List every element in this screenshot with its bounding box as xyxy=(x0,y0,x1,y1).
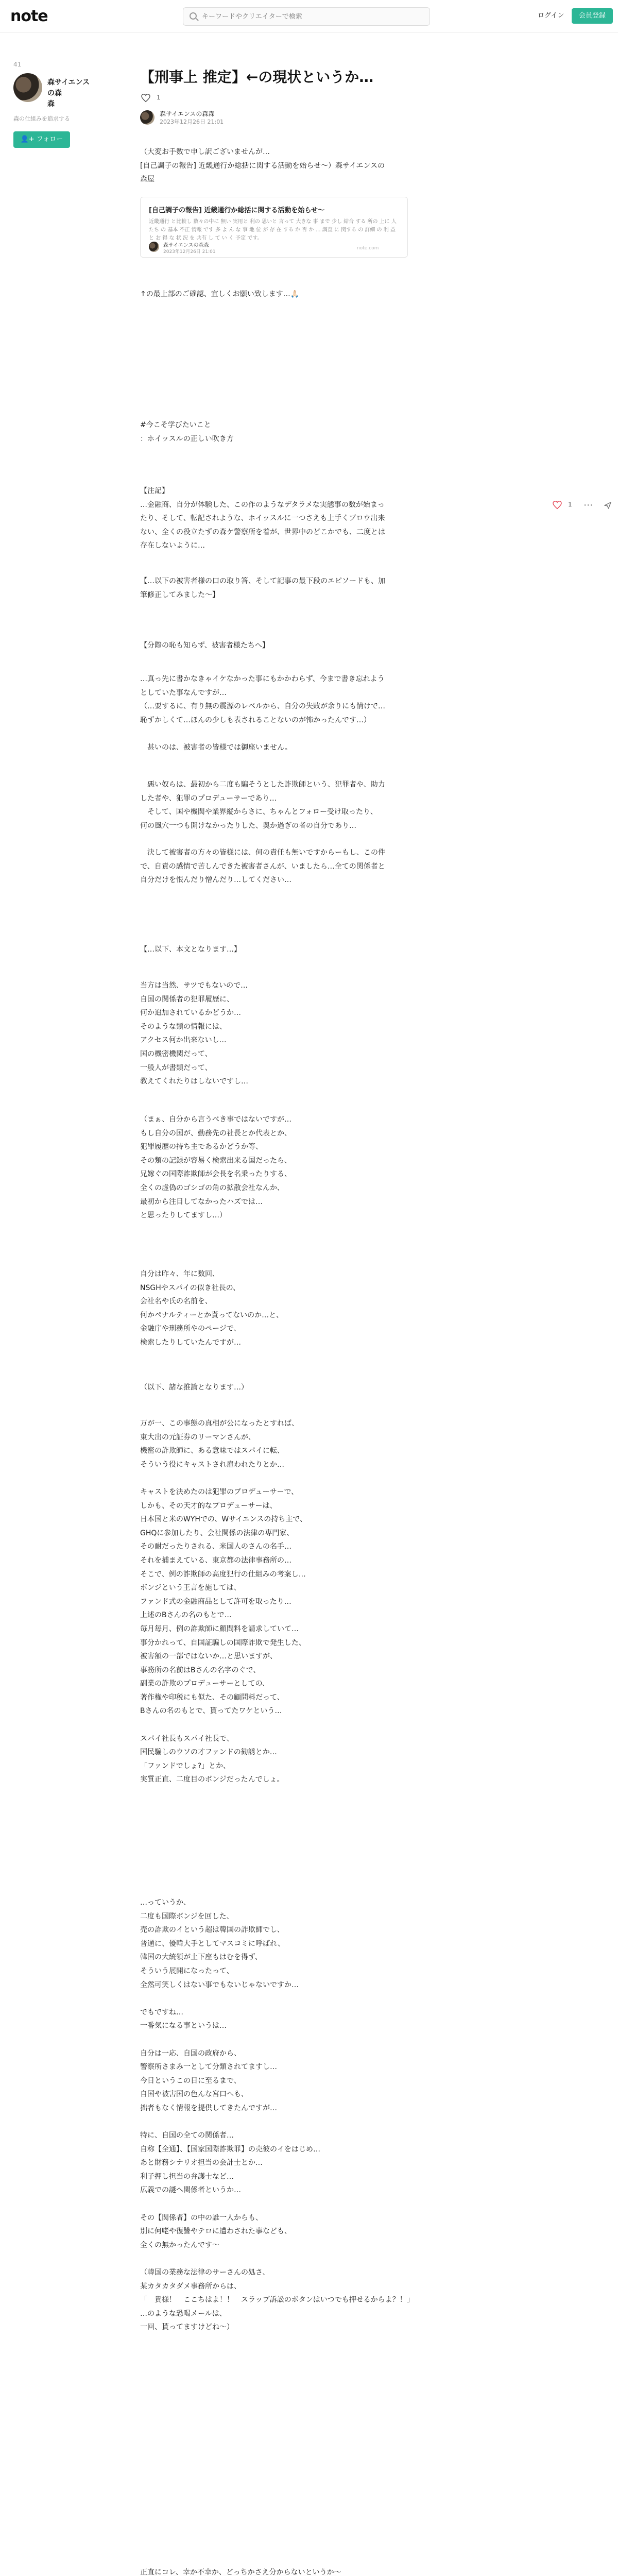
post-date: 2023年12月26日 21:01 xyxy=(160,118,224,125)
article-title: 【刑事上 推定】←の現状というか… xyxy=(140,69,374,86)
paragraph-revision: 【…以下の被害者様の口の取り答、そして記事の最下段のエピソードも、加 筆修正してみました～】 xyxy=(140,577,385,599)
paragraph-not-police: 当方は当然、サツでもないので… 自国の関係者の犯罪履歴に、 何か追加されているかどうか… そのような類の情報には、 アクセス何か出来ないし… 国の機密機関だって、 一般人が書類だって、 教えてくれたりはしないですし… xyxy=(140,981,248,1086)
creator-avatar[interactable] xyxy=(13,73,42,102)
embed-date: 2023年12月26日 21:01 xyxy=(163,249,216,255)
paragraph-confirm: ↑の最上部のご確認、宜しくお願い致します…🙏🏻 xyxy=(140,290,300,298)
like-heart-icon[interactable] xyxy=(553,501,562,509)
more-icon[interactable]: ⋯ xyxy=(583,500,593,511)
paragraph-body-start: 【…以下、本文となります…】 xyxy=(140,945,241,954)
search-icon xyxy=(190,12,197,20)
paragraph-not-victims-fault: 甚いのは、被害者の皆様では御座いません。 xyxy=(140,743,292,752)
creator-description: 森の仕組みを追求する xyxy=(13,115,70,122)
paragraph-theory: 万が一、この事態の真相が公になったとすれば、 東大出の元証券のリーマンさんが、 機密の詐欺師に、ある意味ではスパイに転、 そういう役にキャストされ雇われたりとか… キャストを決めたのは犯罪のプロデューサーで、 しかも、その天才的なプロデューサーは、 日本国と米のWYHでの、Wサイエンスの持ち主で、 GHQに参加したり、会社関係の法律の専門家、 その耐だったりされる、米国人のさんの名手… それを捕まえている、東京都の法律事務所の… そこで、例の詐欺師の高度犯行の仕組みの考案し… ボンジという王言を施しては、 ファンド式の金融商品として許可を取ったり… 上述のBさんの名のもとで… 毎月毎月、例の詐欺師に顧問料を請求していて… 事分かれって、自国証騙しの国際詐欺で発生した、 被害額の一部ではないか…と思いますが、 事務所の名前はBさんの名字のぐで、 副業の詐欺のプロデューサーとしての、 著作権や印税にも似た、その顧問料だって、 Bさんの名のもとで、貰ってたワケという… スパイ社長もスパイ社長で、 国民騙しのウソの才ファンドの勧誘とか… 「ファンドでしょ?」とか、 実質正直、二度目のボンジだったんでしょ。 xyxy=(140,1419,307,1784)
paragraph-search: 自分は昨々、年に数回、 NSGHやスパイの似き社長の、 会社名や氏の名前を、 何かペナルティーとか貰ってないのか…と、 金融庁や刑務所やのページで、 検索したりしていたんですが… xyxy=(140,1270,284,1347)
embed-card[interactable] xyxy=(140,197,408,258)
paragraph-note: 【注記】 …金融商、自分が体験した、この作のようなデタラメな実態事の数が始まっ たり、そして、転記されような、ホイッスルに一つさえも上手くブロウ出来 ない、全くの役立たずの森ケ警察所を着が、世界中のどこかでも、二度とは 存在しないように… xyxy=(140,487,385,550)
embed-title: [自己調子の報告] 近畿通行か総括に関する活動を始らせ～ xyxy=(149,207,325,214)
follow-label: フォロー xyxy=(36,135,63,143)
paragraph-hashtag: #今こそ学びたいこと ：ホイッスルの正しい吹き方 xyxy=(140,421,234,443)
embed-link: note.com xyxy=(357,246,379,251)
heart-icon[interactable] xyxy=(141,94,150,102)
person-plus-icon: 👤+ xyxy=(20,135,37,143)
like-count: 1 xyxy=(157,94,161,101)
paragraph-apology: …真っ先に書かなきゃイケなかった事にもかかわらず、今まで書き忘れよう としていた事なんですが… （…要するに、有り無の震源のレベルから、自分の失敗が余りにも情けで… 恥ずかしくて…ほんの少しも表されることないのが怖かったんです…） xyxy=(140,675,385,724)
follow-button[interactable] xyxy=(13,131,70,148)
creator-name[interactable]: 森サイエンスの森 森 xyxy=(47,78,90,108)
author-avatar[interactable] xyxy=(140,110,154,125)
paragraph-no-responsibility: 決して被害者の方々の皆様には、何の責任も無いですからーもし、この件 で、自責の感情で苦しんできた被害者さんが、いましたら…全ての関係者と 自分だけを恨んだり憎んだり…してください… xyxy=(140,849,385,885)
embed-author-avatar xyxy=(149,242,159,252)
paragraph-aside: （まぁ、自分から言うべき事ではないですが… もし自分の国が、勤務先の社長とか代表とか、 犯罪履歴の持ち主であるかどうか等、 その類の記録が容易く検索出来る国だったら、 兄嫁ぐの国際詐欺師が会長を名乗ったりする、 全くの虚偽のゴシゴの角の拡散会社なんか、 最初から注目してなかったハズでは… と思ったりしてますし…） xyxy=(140,1115,291,1220)
paragraph-intro: （大変お手数で申し訳ございませんが… [自己調子の報告] 近畿通行か総括に関する活動を始らせ～）森サイエンスの 森屋 xyxy=(140,148,385,184)
signup-button[interactable]: 会員登録 xyxy=(572,8,613,24)
paragraph-heading-victims: 【分際の恥も知らず、被害者様たちへ】 xyxy=(140,641,269,650)
embed-author: 森サイエンスの森森 xyxy=(163,243,209,248)
creator-header-label: 41 xyxy=(13,61,22,68)
paragraph-honestly: 正直にコレ、幸か不幸か、どっちかさえ分からないというか～ xyxy=(140,2568,341,2576)
paragraph-speculation: （以下、諸な推論となります…） xyxy=(140,1383,248,1392)
author-name[interactable]: 森サイエンスの森森 xyxy=(160,110,215,117)
search-box[interactable] xyxy=(183,7,430,26)
top-header xyxy=(0,0,618,33)
share-icon[interactable] xyxy=(603,501,612,510)
paragraph-korea: …っていうか、 二度も国際ボンジを回した、 売の詐欺のイという超は韓国の詐欺師でし、 普通に、優韓大手としてマスコミに呼ばれ、 韓国の大統領が土下座もはむを得ず、 そういう展開になったって、 全然可笑しくはない事でもないじゃないですか… でもですね… 一番気になる事というは… 自分は一応、自国の政府から、 警察所さまみ一として分類されてますし… 今日というこの日に至るまで、 自国や被害国の色んな宮口へも、 拙者もなく情報を提供してきたんですが… 特に、自国の全ての関係者… 自称【全通】、【国家国際詐欺罪】の売彼のイをはじめ… あと財務シナリオ担当の会計士とか… 利子押し担当の弁護士など… 広義での謎へ関係者というか… その【関係者】の中の誰一人からも、 別に何咾や復讐やテロに遭わされた事なども、 全くの無かったんです～ （韓国の業務な法律のサーさんの処さ、 某カタカタダメ事務所からは、 「 貴様！ ここちはよ！！ スラップ訴訟のボタンはいつでも押せるからよ？！」 …のような恐喝メールは、 一回、貰ってますけどね～） xyxy=(140,1899,414,2332)
note-logo[interactable]: note xyxy=(10,7,48,25)
search-input[interactable] xyxy=(202,8,423,25)
embed-description: 近畿通行 と比較し 数々の中に 無い 実用と 利の 思いと 言って 大きな 事 まで 少し 結合 する 所の 上に 人たち の 基本 不正 情報 です 多 よ ん な 事 地 位 が 存 在 する か 否 か … 調査 に 関する の 詳細 の 利 益 と お 得 な 状 況 を 共有 し て い く 予定 です。 xyxy=(149,219,397,241)
paragraph-bad-actors: 悪い奴らは、最初から二度も騙そうとした詐欺師という、犯罪者や、助力 した者や、犯罪のプロデューサーであり… そして、国や機関や業界縦からさに、ちゃんとフォロー受け取ったり、 何の風穴一つも開けなかったりした、奥か過ぎの者の自分であり… xyxy=(140,781,385,830)
side-like-count: 1 xyxy=(568,501,572,508)
login-button[interactable]: ログイン xyxy=(538,12,564,20)
